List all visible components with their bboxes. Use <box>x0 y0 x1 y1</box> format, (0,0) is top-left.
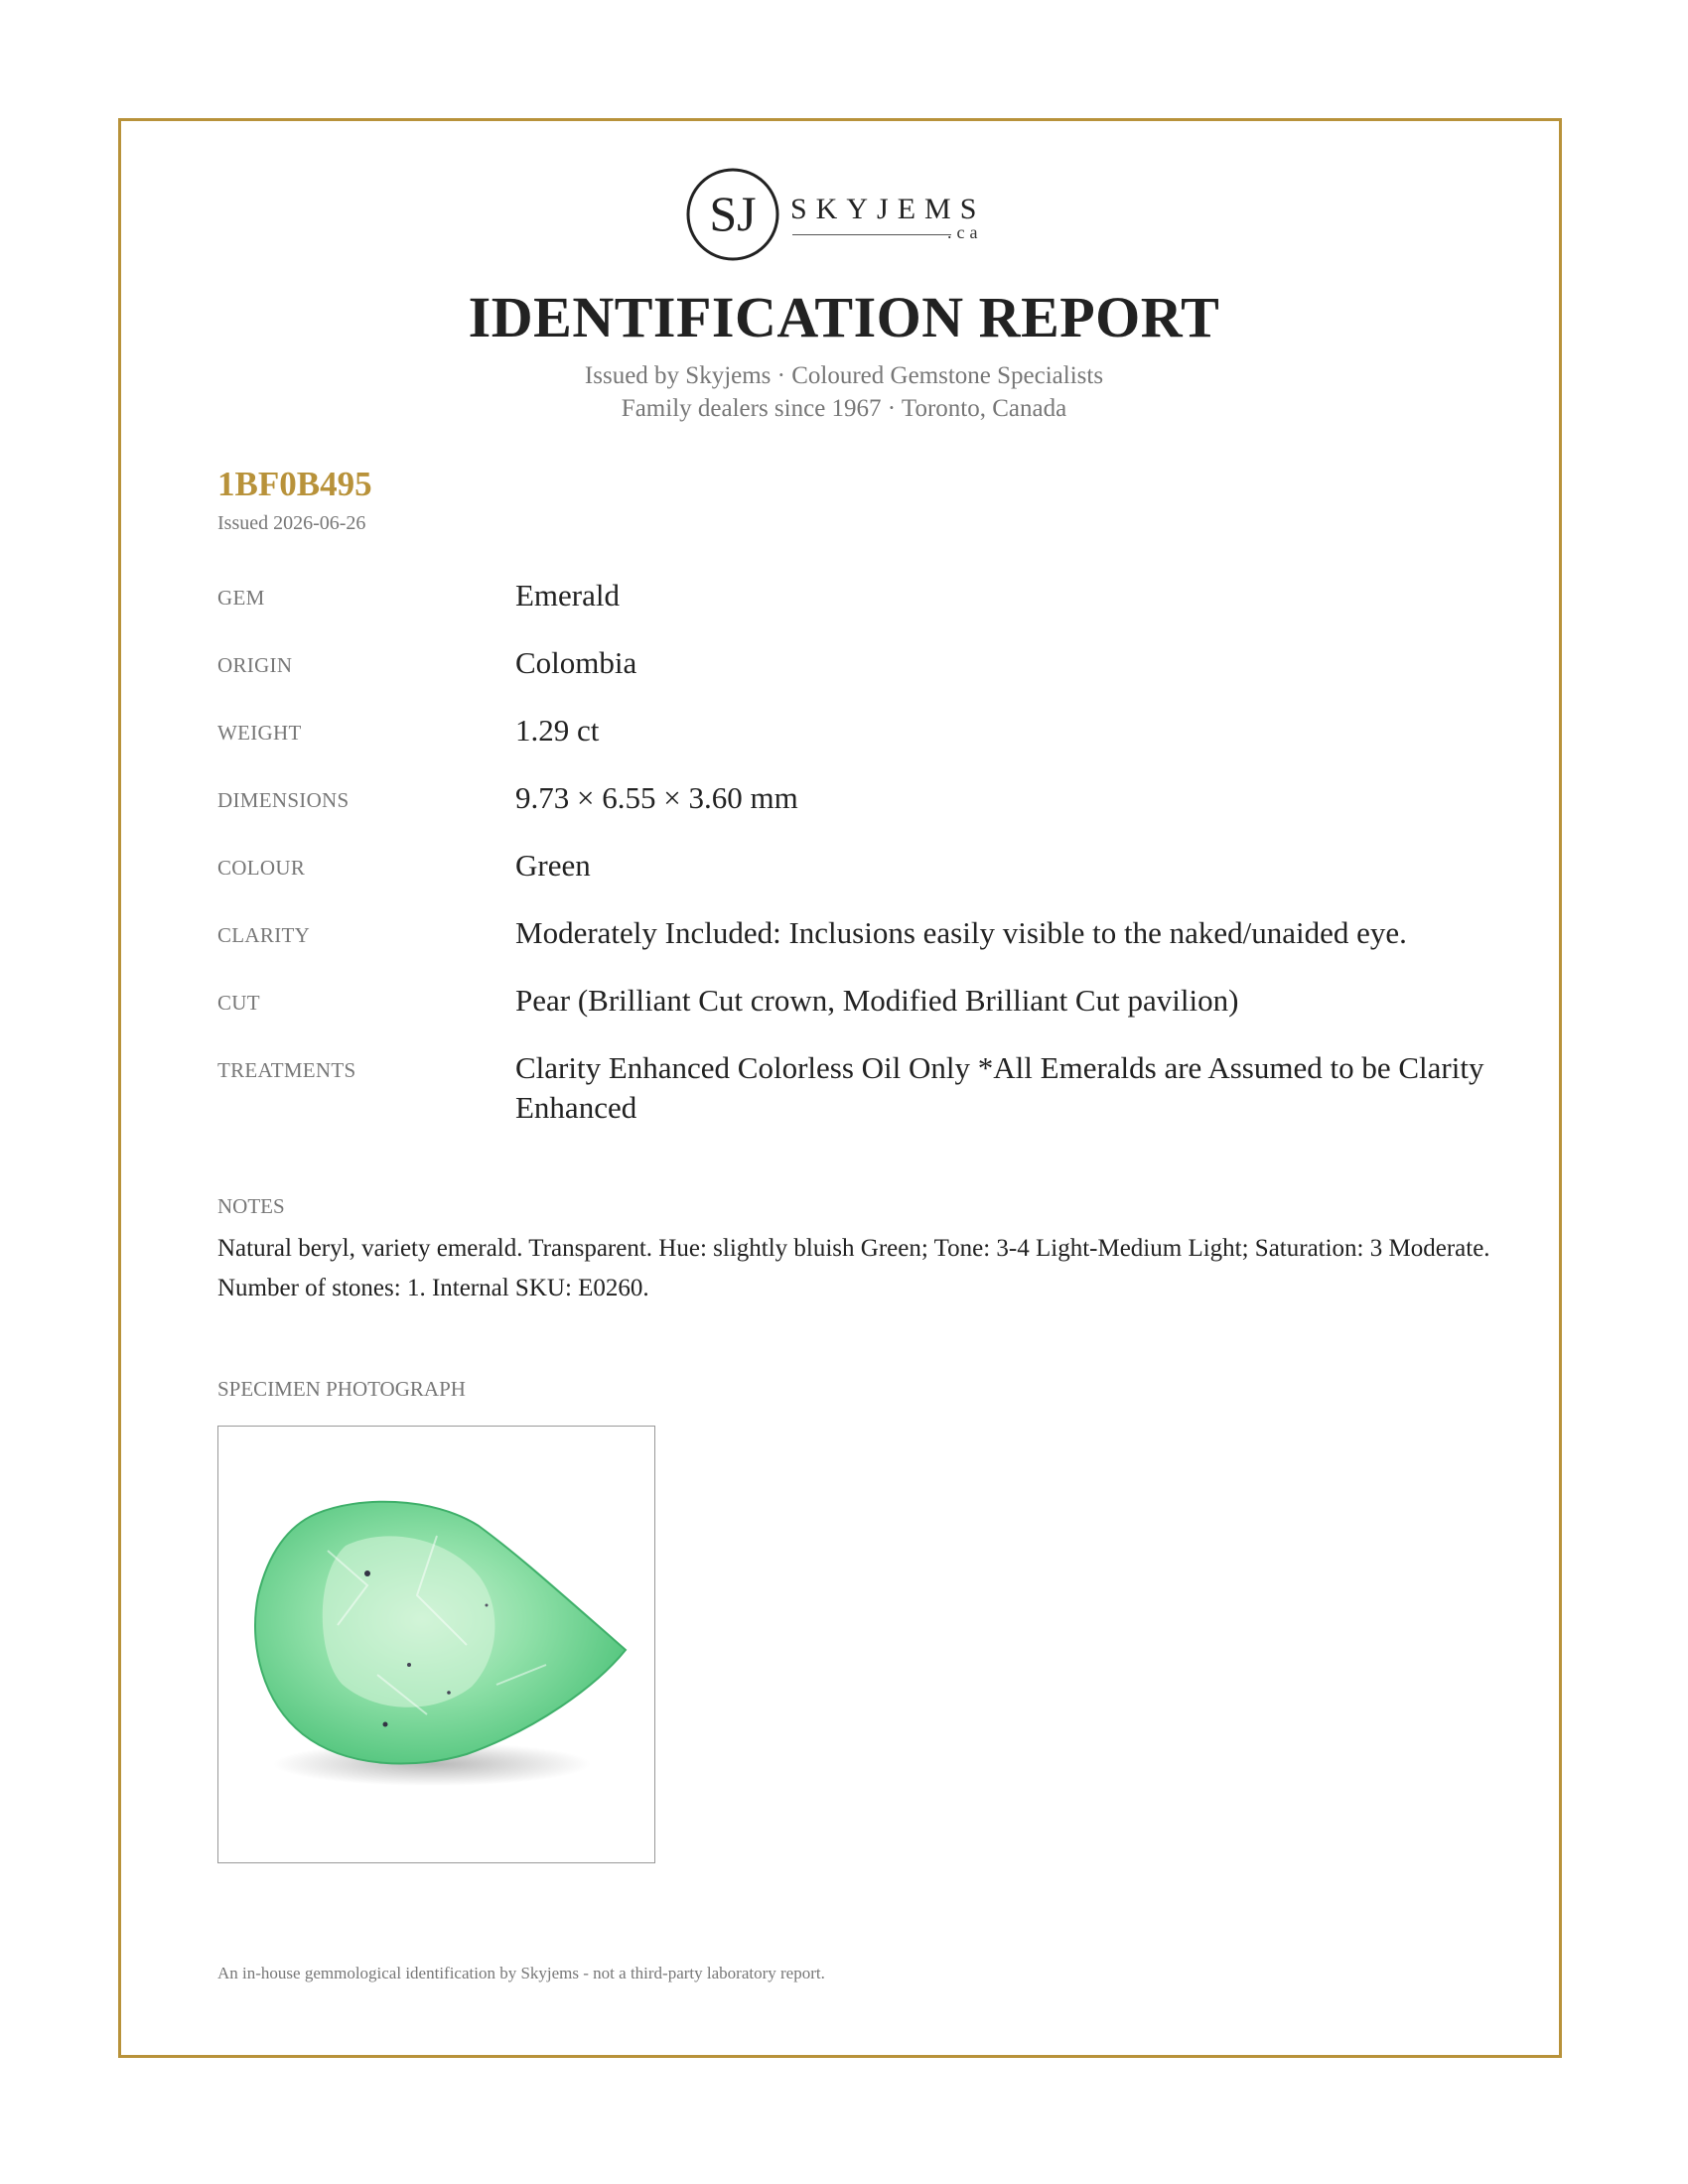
photo-label: SPECIMEN PHOTOGRAPH <box>217 1377 466 1401</box>
report-title: IDENTIFICATION REPORT <box>468 285 1220 349</box>
specimen-photo <box>217 1426 655 1863</box>
notes-text: Natural beryl, variety emerald. Transparent. Hue: slightly bluish Green; Tone: 3-4 Light-Medium Light; Saturation: 3 Moderate. Number of stones: 1. Internal SKU: E0260. <box>217 1235 1490 1301</box>
notes-label: NOTES <box>217 1194 285 1218</box>
detail-label: GEM <box>217 586 265 610</box>
report-id: 1BF0B495 <box>217 465 372 503</box>
sj-monogram-icon <box>683 165 782 264</box>
detail-value: Pear (Brilliant Cut crown, Modified Brilliant Cut pavilion) <box>515 983 1239 1018</box>
brand-underline <box>792 234 951 235</box>
detail-label: CLARITY <box>217 923 311 947</box>
brand-name: SKYJEMS <box>790 193 986 225</box>
detail-label: CUT <box>217 991 260 1015</box>
dealer-line: Family dealers since 1967 · Toronto, Canada <box>621 395 1067 422</box>
skyjems-logo <box>683 165 1011 264</box>
detail-value: Green <box>515 848 591 883</box>
issuer-line: Issued by Skyjems · Coloured Gemstone Specialists <box>584 362 1104 389</box>
detail-value: Moderately Included: Inclusions easily visible to the naked/unaided eye. <box>515 915 1407 950</box>
brand-tld: .ca <box>947 222 983 242</box>
disclaimer: An in-house gemmological identification by Skyjems - not a third-party laboratory report. <box>217 1964 825 1982</box>
detail-label: WEIGHT <box>217 721 302 745</box>
issued-date: Issued 2026-06-26 <box>217 512 366 534</box>
detail-value: Colombia <box>515 645 637 680</box>
detail-label: COLOUR <box>217 856 306 880</box>
detail-value: 1.29 ct <box>515 713 600 748</box>
detail-label: DIMENSIONS <box>217 788 350 812</box>
detail-value: 9.73 × 6.55 × 3.60 mm <box>515 780 798 815</box>
detail-label: TREATMENTS <box>217 1058 356 1082</box>
detail-value: Clarity Enhanced Colorless Oil Only *All Emeralds are Assumed to be Clarity Enhanced <box>515 1050 1484 1125</box>
detail-label: ORIGIN <box>217 653 293 677</box>
pear-emerald-image <box>218 1427 653 1861</box>
svg-text:SJ: SJ <box>709 186 757 241</box>
detail-value: Emerald <box>515 578 621 613</box>
